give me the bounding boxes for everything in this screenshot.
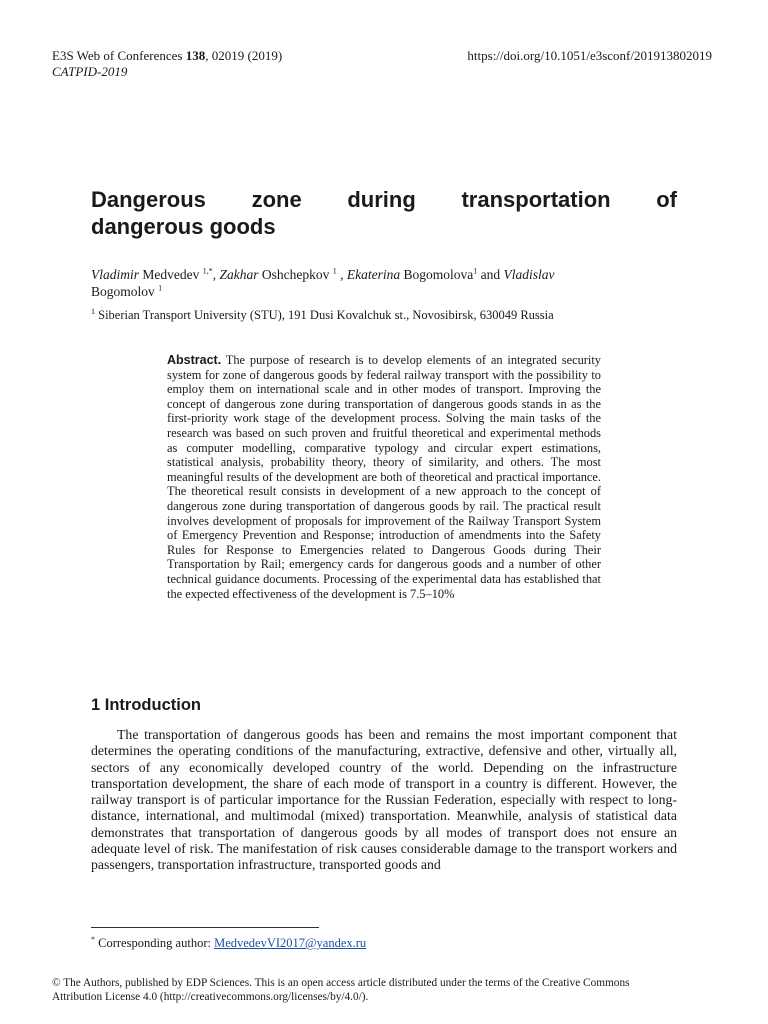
footnote-label: Corresponding author: xyxy=(95,936,215,950)
conference-name: CATPID-2019 xyxy=(52,64,128,79)
abstract-text: The purpose of research is to develop elements of an integrated security system for zone of dangerous goods by federal railway transport with the possibility to employ them on international scale and in other modes of transport. Improving the concept of dangerous zone during transportation of dangerous goods stands in as the first-priority work stage of the development process. Solving the main tasks of the research was based on such proven and fruitful theoretical and experimental methods as computer modelling, comparative typology and circular expert estimations, statistical analysis, probability theory, theory of similarity, and others. The most meaningful results of the development are both of theoretical and practical importance. The theoretical result consists in development of a new approach to the concept of dangerous zone during transportation of dangerous goods by rail. The practical result involves development of proposals for improvement of the Railway Transport System of Emergency Prevention and Response; introduction of amendments into the Safety Rules for Response to Emergencies related to Dangerous Goods during Their Transportation by Rail; emergency cards for dangerous goods and a number of other technical guidance documents. Processing of the experimental data has established that the expected effectiveness of the development is 7.5–10% xyxy=(167,353,601,601)
license-notice xyxy=(52,976,718,1004)
abstract-label: Abstract. xyxy=(167,353,222,367)
title-word: transportation xyxy=(461,187,611,212)
author-last-name: Bogomolova xyxy=(400,267,474,282)
license-line-1: © The Authors, published by EDP Sciences. This is an open access article distributed under the terms of the Creative Commons xyxy=(52,977,630,989)
title-word: during xyxy=(347,187,416,212)
title-word: zone xyxy=(251,187,302,212)
journal-header xyxy=(52,48,282,80)
title-line-1 xyxy=(91,186,677,213)
author-list xyxy=(91,266,677,300)
footnote-mark: * xyxy=(91,934,95,944)
author-first-name: Vladislav xyxy=(503,267,555,282)
title-word: Dangerous xyxy=(91,187,206,212)
section-heading: 1 Introduction xyxy=(91,696,201,714)
author-last-name: Oshchepkov xyxy=(258,267,333,282)
journal-volume: 138 xyxy=(185,48,206,63)
affiliation xyxy=(91,307,677,323)
author-first-name: Zakhar xyxy=(219,267,259,282)
footnote-divider xyxy=(91,927,319,928)
footnote xyxy=(91,936,366,951)
journal-name: E3S Web of Conferences xyxy=(52,48,183,63)
affiliation-text: Siberian Transport University (STU), 191 Dusi Kovalchuk st., Novosibirsk, 630049 Russia xyxy=(95,308,554,322)
author-affiliation-mark: 1,* xyxy=(202,266,213,276)
author-affiliation-mark: 1 xyxy=(473,266,478,276)
author-conjunction: and xyxy=(477,267,504,282)
affiliation-mark: 1 xyxy=(91,306,95,316)
doi-link[interactable]: https://doi.org/10.1051/e3sconf/201913802019 xyxy=(467,48,712,63)
title-word: of xyxy=(656,187,677,212)
abstract xyxy=(167,353,601,601)
author-last-name: Bogomolov xyxy=(91,284,159,299)
journal-article-number: , 02019 (2019) xyxy=(205,48,283,63)
corresponding-email-link[interactable]: MedvedevVI2017@yandex.ru xyxy=(214,936,367,950)
author-first-name: Ekaterina xyxy=(346,267,401,282)
author-last-name: Medvedev xyxy=(139,267,203,282)
author-separator: , xyxy=(336,267,347,282)
author-affiliation-mark: 1 xyxy=(158,283,163,293)
intro-paragraph: The transportation of dangerous goods has been and remains the most important component that determines the operating conditions of the manufacturing, extractive, defensive and other, virtually all, sectors of any economically developed country of the world. Depending on the infrastructure transportation development, the share of each mode of transport in a country is different. However, the railway transport is of particular importance for the Russian Federation, especially with respect to long-distance, international, and multimodal (mixed) transportation. Meanwhile, analysis of statistical data demonstrates that transportation of dangerous goods by all modes of transport does not ensure an adequate level of risk. The manifestation of risk causes considerable damage to the transport workers and passengers, transportation infrastructure, transported goods and xyxy=(91,727,677,873)
license-line-2: Attribution License 4.0 (http://creativecommons.org/licenses/by/4.0/). xyxy=(52,991,369,1003)
author-first-name: Vladimir xyxy=(91,267,140,282)
paper-title xyxy=(91,186,677,240)
journal-citation xyxy=(52,48,282,64)
author-affiliation-mark: 1 xyxy=(332,266,337,276)
author-separator: , xyxy=(212,267,220,282)
title-line-2: dangerous goods xyxy=(91,214,276,239)
